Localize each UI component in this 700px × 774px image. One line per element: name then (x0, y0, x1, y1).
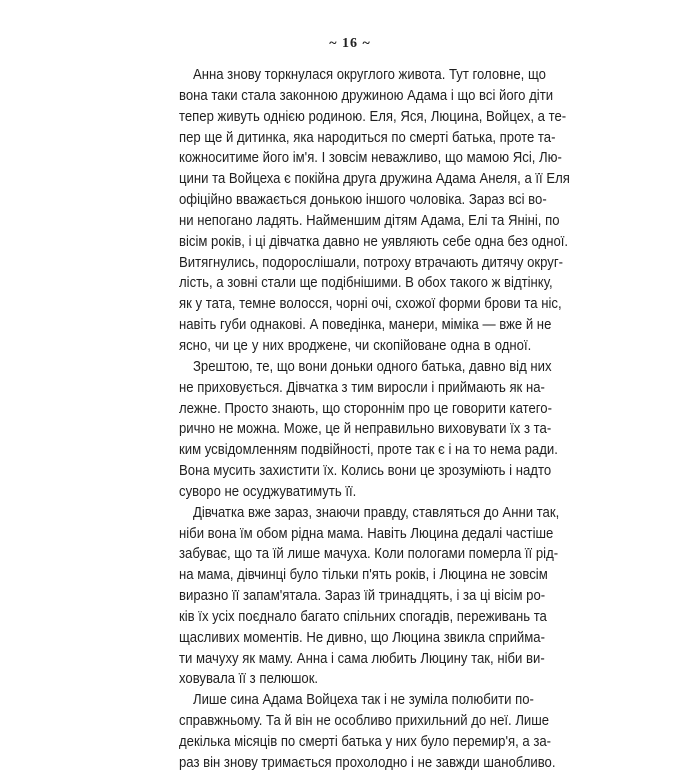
text-line: ни непогано ладять. Найменшим дітям Адама, Елі та Яніні, по (179, 212, 560, 229)
text-line: справжньому. Та й він не особливо прихильний до неї. Лише (179, 713, 550, 730)
page-text-body (179, 65, 570, 774)
text-line: виразно її запам'ятала. Зараз їй тринадцять, і за ці вісім ро- (179, 588, 546, 605)
text-line: щасливих моментів. Не дивно, що Люцина звикла сприйма- (179, 629, 545, 646)
text-line: навіть губи однакові. А поведінка, манери, міміка — вже й не (179, 317, 552, 334)
text-line: ким усвідомленням подвійності, проте так є і на то нема ради. (179, 442, 558, 459)
text-line: цини та Войцеха є покійна друга дружина Адама Анеля, а її Еля (179, 171, 570, 188)
text-line: не приховується. Дівчатка з тим виросли і приймають як на- (179, 379, 545, 396)
text-line: тепер живуть однією родиною. Еля, Яся, Люцина, Войцех, а те- (179, 108, 567, 125)
paragraph (179, 65, 570, 357)
text-line: кожноситиме його ім'я. І зовсім неважливо, що мамою Ясі, Лю- (179, 150, 562, 167)
text-line: вісім років, і ці дівчатка давно не уявляють себе одна без одної. (179, 233, 569, 250)
text-line: вона таки стала законною дружиною Адама і що всі його діти (179, 87, 554, 104)
text-line: лість, а зовні стали ще подібнішими. В обох такого ж відтінку, (179, 275, 553, 292)
text-line: Дівчатка вже зараз, знаючи правду, ставляться до Анни так, (192, 504, 560, 521)
text-line: Вона мусить захистити їх. Колись вони це зрозуміють і надто (179, 463, 552, 480)
text-line: ти мачуху як маму. Анна і сама любить Люцину так, ніби ви- (179, 650, 545, 667)
text-line: Лише сина Адама Войцеха так і не зуміла полюбити по- (192, 692, 534, 709)
text-line: Зрештою, те, що вони доньки одного батька, давно від них (192, 358, 552, 375)
text-line: декілька місяців по смерті батька у них було перемир'я, а за- (179, 734, 552, 750)
text-line: офіційно вважається донькою іншого чоловіка. Зараз всі во- (179, 192, 547, 209)
text-line: як у тата, темне волосся, чорні очі, схожої форми брови та ніс, (179, 296, 562, 313)
text-line: Анна знову торкнулася округлого живота. Тут головне, що (192, 67, 546, 83)
text-line: рично не можна. Може, це й неправильно виховувати їх з та- (179, 421, 552, 438)
page-number: ~ 16 ~ (329, 36, 371, 51)
text-line: ків їх усіх поєднало багато спільних спогадів, переживань та (179, 608, 547, 625)
paragraph (179, 503, 560, 691)
text-line: лежне. Просто знають, що стороннім про це говорити катего- (179, 400, 552, 417)
paragraph (179, 357, 558, 503)
text-line: Витягнулись, подорослішали, потроху втрачають дитячу округ- (179, 254, 564, 271)
text-line: ясно, чи це у них вроджене, чи скопійоване одна в одної. (179, 337, 532, 354)
text-line: ховувала її з пелюшок. (179, 671, 319, 688)
text-line: на мама, дівчинці було тільки п'ять років, і Люцина не зовсім (179, 567, 548, 584)
text-line: забуває, що та їй лише мачуха. Коли пологами померла її рід- (179, 546, 559, 563)
text-line: пер ще й дитинка, яка народиться по смерті батька, проте та- (179, 129, 556, 146)
text-line: раз він знову тримається прохолодно і не завжди шанобливо. (179, 754, 556, 771)
text-line: ніби вона їм обом рідна мама. Навіть Люцина дедалі частіше (179, 525, 554, 542)
paragraph (179, 690, 556, 773)
text-line: суворо не осуджуватимуть її. (179, 483, 357, 500)
